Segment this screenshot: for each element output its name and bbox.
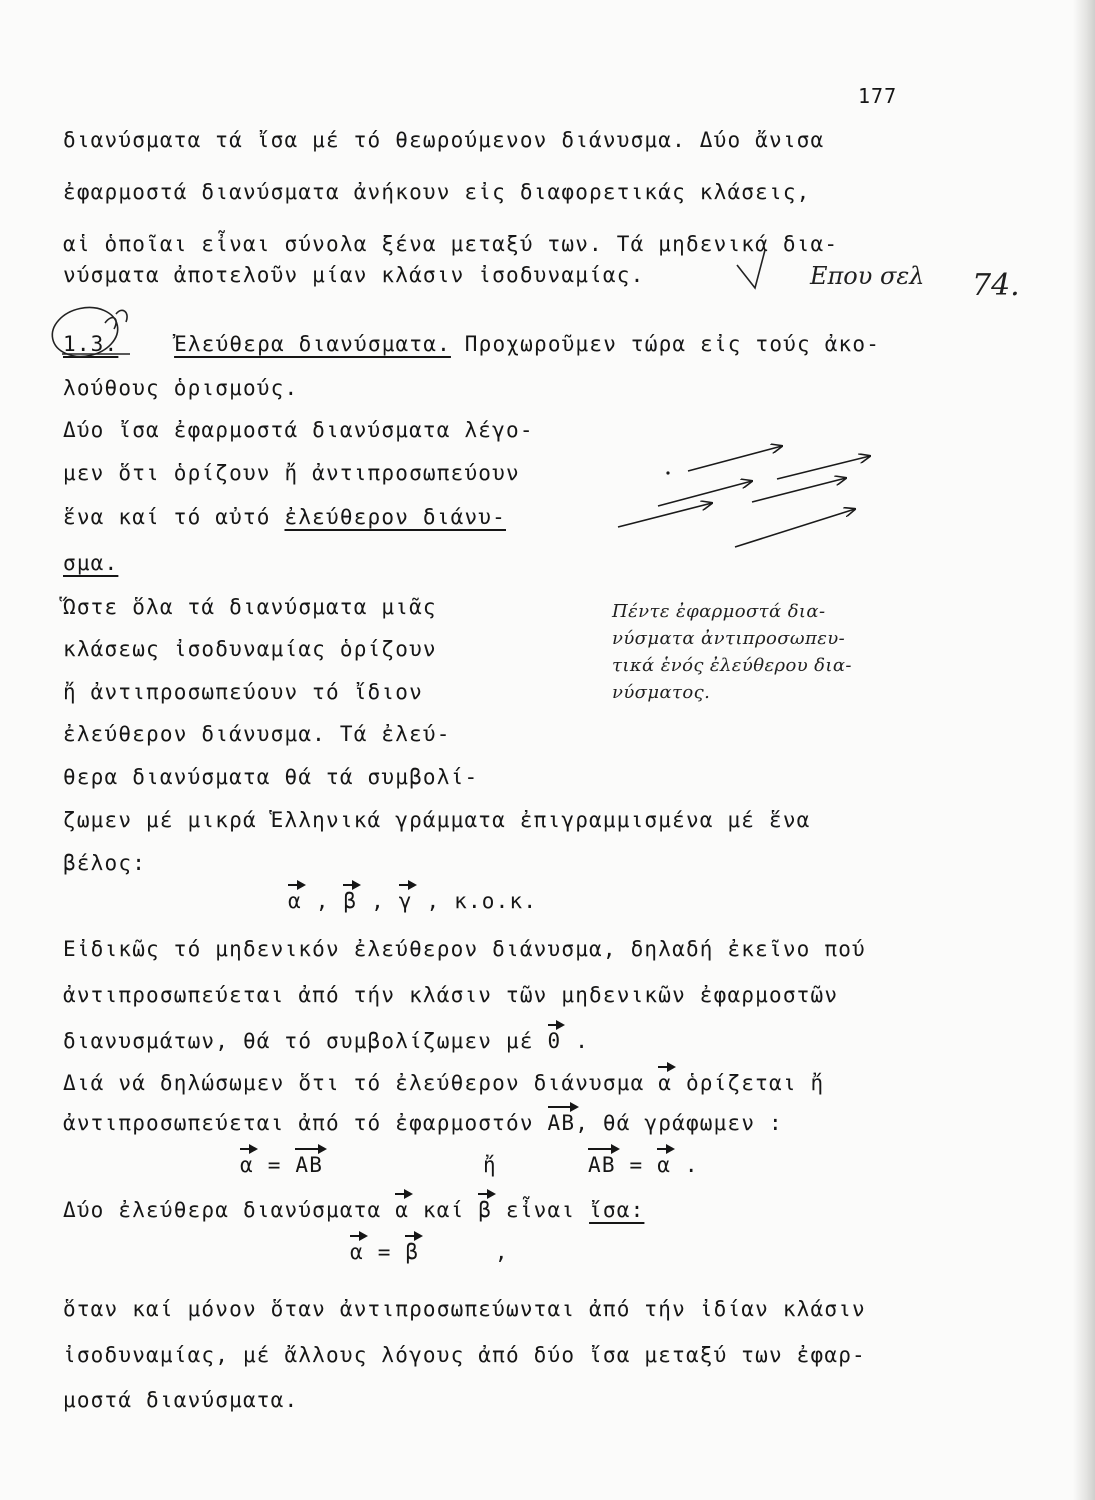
zero-line-3 [63, 1027, 589, 1055]
body-line-6: λούθους ὁρισμούς. [63, 376, 299, 400]
vector-gamma: γ [398, 889, 413, 913]
vector-alpha: α [240, 1153, 254, 1177]
vector-ab: AB [547, 1111, 576, 1135]
comma: , [315, 889, 330, 913]
vector-symbols-line [288, 887, 537, 915]
definition-line-2: μεν ὅτι ὁρίζουν ἤ ἀντιπροσωπεύουν [63, 461, 520, 485]
vector-arrow-6 [735, 509, 855, 547]
figure-caption-line-3: τικά ἑνός ἐλεύθερου δια- [612, 655, 852, 676]
section-title: Ἐλεύθερα διανύσματα. [174, 332, 451, 356]
period: . [575, 1029, 590, 1053]
consequence-line-1: Ὥστε ὅλα τά διανύσματα μιᾶς [63, 595, 437, 619]
point-mark [666, 471, 669, 474]
equation-alpha-beta [350, 1238, 509, 1266]
section-header [63, 330, 880, 358]
period: . [684, 1153, 699, 1177]
vector-alpha: α [288, 889, 302, 913]
equation-alpha-ab [240, 1151, 323, 1179]
equality-line-3: ὅταν καί μόνον ὅταν ἀντιπροσωπεύωνται ἀπό τήν ἰδίαν κλάσιν [63, 1297, 866, 1321]
vector-arrow-5 [618, 503, 712, 527]
equals-sign: = [267, 1153, 282, 1177]
equality-line-5: μοστά διανύσματα. [63, 1388, 299, 1412]
comma: , [494, 1240, 509, 1264]
term-equal: ἴσα: [589, 1198, 645, 1222]
vector-ab: AB [295, 1153, 324, 1177]
zero-line-2: ἀντιπροσωπεύεται ἀπό τήν κλάσιν τῶν μηδενικῶν ἐφαρμοστῶν [63, 983, 839, 1007]
vector-arrow-1 [688, 446, 782, 471]
scan-edge-shadow [1073, 0, 1095, 1500]
equals-sign: = [629, 1153, 644, 1177]
equality-line-4: ἰσοδυναμίας, μέ ἄλλους λόγους ἀπό δύο ἴσα μεταξύ των ἐφαρ- [63, 1343, 866, 1367]
etc-abbrev: κ.ο.κ. [454, 889, 538, 913]
vector-alpha: α [350, 1240, 364, 1264]
margin-note-number: 74. [972, 268, 1020, 303]
comma: , [426, 889, 441, 913]
vector-arrow-3 [658, 481, 752, 506]
figure-caption-line-4: νύσματος. [612, 682, 711, 703]
body-line-3: αἱ ὁποῖαι εἶναι σύνολα ξένα μεταξύ των. Τά μηδενικά δια- [63, 232, 839, 256]
consequence-line-6: ζωμεν μέ μικρά Ἑλληνικά γράμματα ἐπιγραμμισμένα μέ ἕνα [63, 808, 811, 832]
section-intro: Προχωροῦμεν τώρα εἰς τούς ἀκο- [464, 332, 881, 356]
margin-note-text: Επου σελ [810, 262, 925, 290]
figure-caption [612, 598, 852, 706]
body-line-2: ἐφαρμοστά διανύσματα ἀνήκουν εἰς διαφορετικάς κλάσεις, [63, 180, 811, 204]
vector-beta: β [405, 1240, 420, 1264]
equation-ab-alpha [588, 1151, 699, 1179]
vector-ab: AB [588, 1153, 616, 1177]
definition-line-1: Δύο ἴσα ἐφαρμοστά διανύσματα λέγο- [63, 418, 534, 442]
notation-line-1 [63, 1069, 824, 1097]
definition-line-3a: ἕνα καί τό αὐτό [63, 505, 285, 529]
notation-line-2 [63, 1109, 783, 1137]
figure-caption-line-2: νύσματα ἀντιπροσωπευ- [612, 628, 846, 649]
or-word: ἤ [483, 1153, 497, 1177]
page-number: 177 [858, 84, 898, 108]
body-line-1: διανύσματα τά ἴσα μέ τό θεωρούμενον διάνυσμα. Δύο ἄνισα [63, 128, 825, 152]
comma: , [371, 889, 385, 913]
vector-beta: β [343, 889, 358, 913]
body-line-4: νύσματα ἀποτελοῦν μίαν κλάσιν ἰσοδυναμίας. [63, 263, 645, 287]
notation-line-2b: , θά γράφωμεν : [575, 1111, 783, 1135]
term-free-vector: ἐλεύθερον διάνυ- [284, 505, 506, 529]
vector-arrow-4 [752, 478, 846, 502]
equality-line-1a: Δύο ἐλεύθερα διανύσματα [63, 1198, 382, 1222]
term-free-vector-end: σμα. [63, 551, 119, 575]
section-number: 1.3. [63, 332, 119, 356]
vector-beta: β [478, 1198, 493, 1222]
equality-are: εἶναι [505, 1198, 576, 1222]
consequence-line-2: κλάσεως ἰσοδυναμίας ὁρίζουν [63, 637, 437, 661]
consequence-line-3: ἤ ἀντιπροσωπεύουν τό ἴδιον [63, 680, 423, 704]
applied-vectors-figure [618, 446, 870, 547]
scribble-annotation [105, 310, 127, 329]
equality-and: καί [422, 1198, 465, 1222]
consequence-line-5: θερα διανύσματα θά τά συμβολί- [63, 765, 479, 789]
notation-line-2a: ἀντιπροσωπεύεται ἀπό τό ἐφαρμοστόν [63, 1111, 534, 1135]
definition-line-3 [63, 503, 506, 531]
vector-alpha: α [658, 1071, 673, 1095]
equals-sign: = [377, 1240, 392, 1264]
notation-line-1b: ὁρίζεται ἤ [685, 1071, 825, 1095]
vector-arrow-2 [777, 456, 870, 479]
vector-alpha: α [395, 1198, 410, 1222]
notation-line-1a: Διά νά δηλώσωμεν ὅτι τό ἐλεύθερον διάνυσμα [63, 1071, 645, 1095]
equality-line-1 [63, 1196, 644, 1224]
definition-line-4 [63, 549, 118, 577]
consequence-line-7: βέλος: [63, 851, 147, 875]
vector-zero: 0 [547, 1029, 562, 1053]
zero-line-3-text: διανυσμάτων, θά τό συμβολίζωμεν μέ [63, 1029, 534, 1053]
zero-line-1: Εἰδικῶς τό μηδενικόν ἐλεύθερον διάνυσμα, δηλαδή ἐκεῖνο πού [63, 937, 866, 961]
figure-caption-line-1: Πέντε ἐφαρμοστά δια- [612, 601, 826, 622]
vector-alpha: α [657, 1153, 672, 1177]
consequence-line-4: ἐλεύθερον διάνυσμα. Τά ἐλεύ- [63, 722, 451, 746]
